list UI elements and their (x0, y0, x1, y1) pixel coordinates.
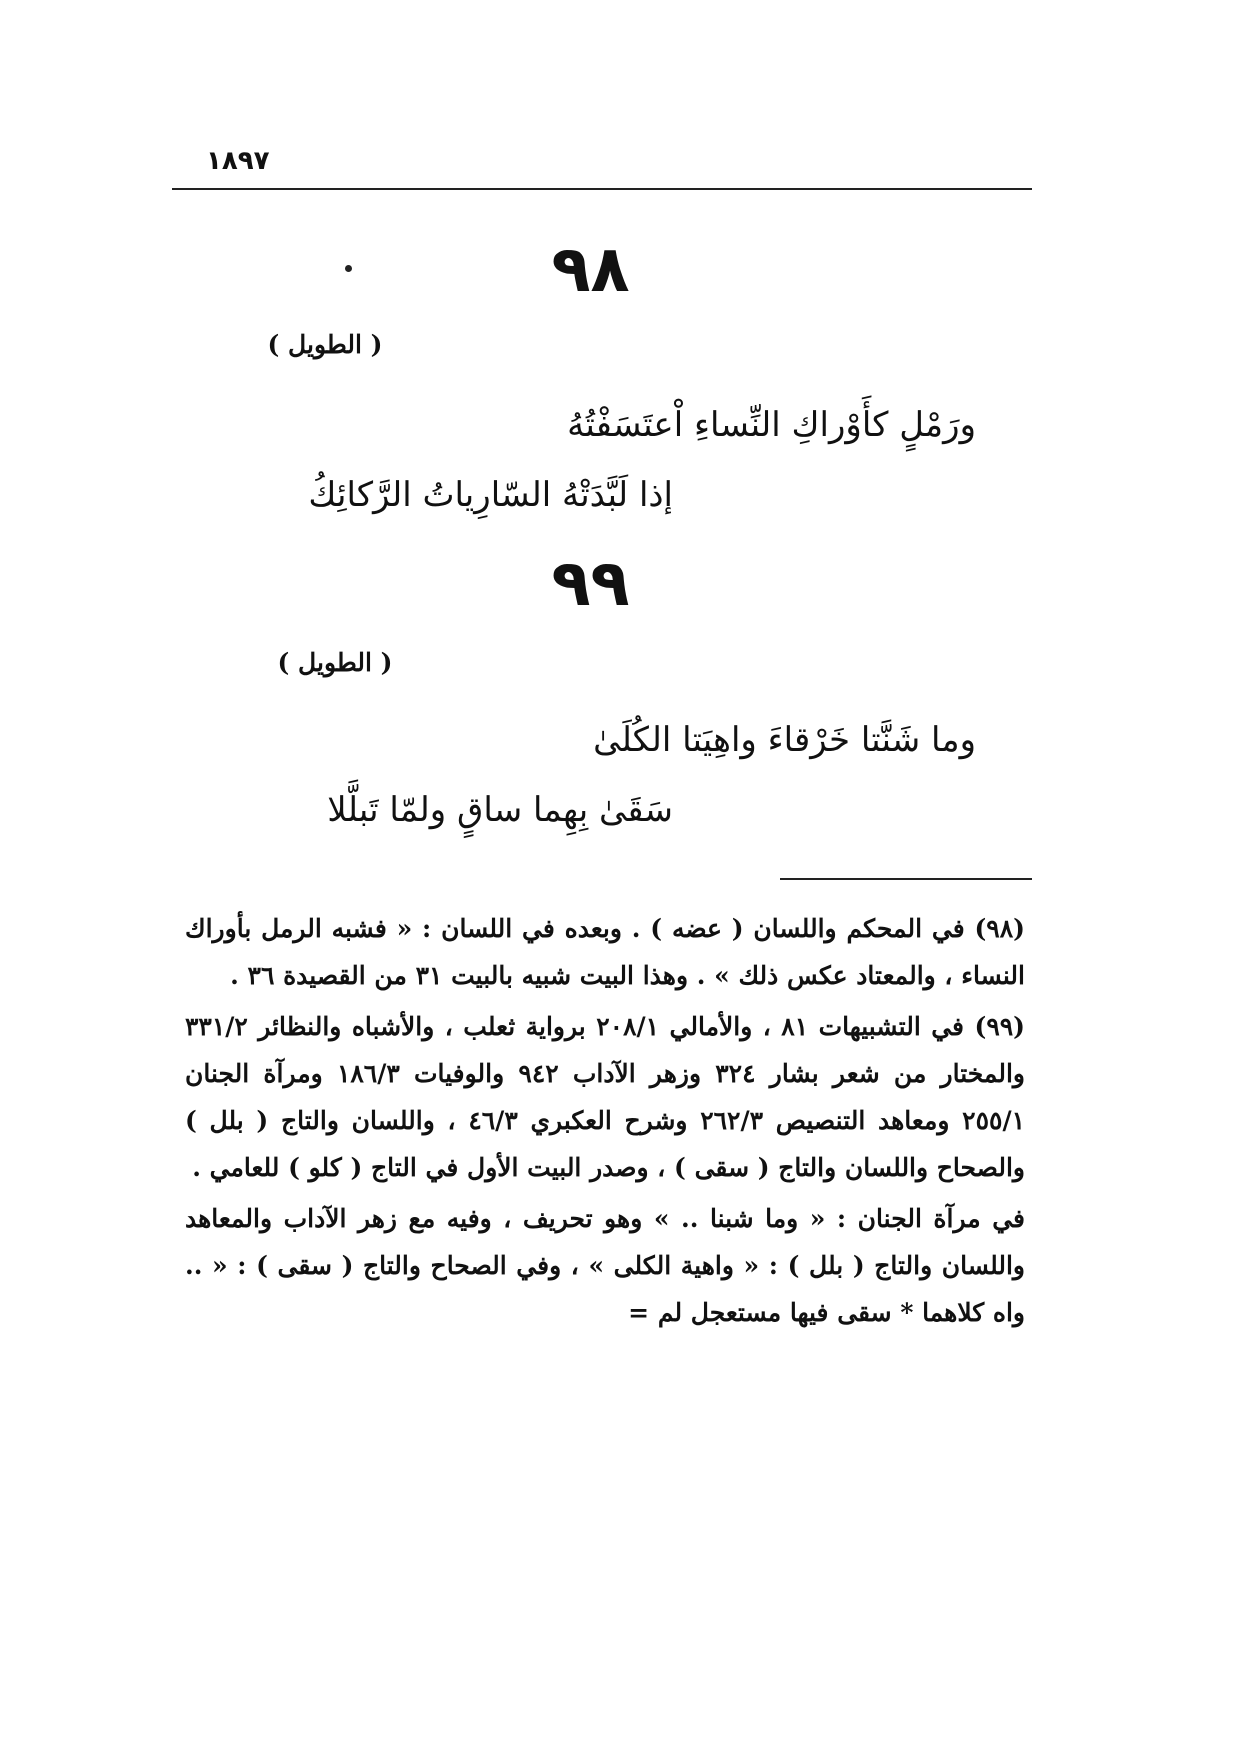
page-number: ١٨٩٧ (206, 146, 270, 176)
footnote: في مرآة الجنان : « وما شبنا .. » وهو تحريف ، وفيه مع زهر الآداب والمعاهد واللسان والتاج ( بلل ) : « واهية الكلى » ، وفي الصحاح والتاج ( سقى ) : « .. واه كلاهما * سقى فيها مستعجل لم = (185, 1204, 1025, 1327)
verse-line: ورَمْلٍ كأَوْراكِ النِّساءِ اْعتَسَفْتُهُ (567, 405, 976, 445)
verse-line: سَقَىٰ بِهِما ساقٍ ولمّا تَبلَّلا (327, 790, 673, 830)
footnote: (٩٨) في المحكم واللسان ( عضه ) . وبعده في اللسان : « فشبه الرمل بأوراك النساء ، والمعتاد عكس ذلك » . وهذا البيت شبيه بالبيت ٣١ من القصيدة ٣٦ . (185, 914, 1025, 990)
poem-number: ٩٩ (551, 547, 630, 621)
footnote: (٩٩) في التشبيهات ٨١ ، والأمالي ٢٠٨/١ برواية ثعلب ، والأشباه والنظائر ٣٣١/٢ والمختار من شعر بشار ٣٢٤ وزهر الآداب ٩٤٢ والوفيات ١٨٦/٣ ومرآة الجنان ٢٥٥/١ ومعاهد التنصيص ٢٦٢/٣ وشرح العكبري ٤٦/٣ ، واللسان والتاج ( بلل ) والصحاح واللسان والتاج ( سقى ) ، وصدر البيت الأول في التاج ( كلو ) للعامي . (185, 1012, 1026, 1182)
footnotes-rule (780, 878, 1032, 880)
poem-meter: ( الطويل ) (267, 330, 383, 359)
header-rule (172, 188, 1032, 190)
verse-line: إذا لَبَّدَتْهُ السّارِياتُ الرَّكائِكُ (308, 475, 673, 515)
footnotes (185, 905, 1025, 1340)
verse-line: وما شَنَّتا خَرْقاءَ واهِيَتا الكُلَىٰ (593, 720, 976, 760)
poem-number: ٩٨ (551, 233, 630, 307)
poem-meter: ( الطويل ) (277, 648, 393, 677)
